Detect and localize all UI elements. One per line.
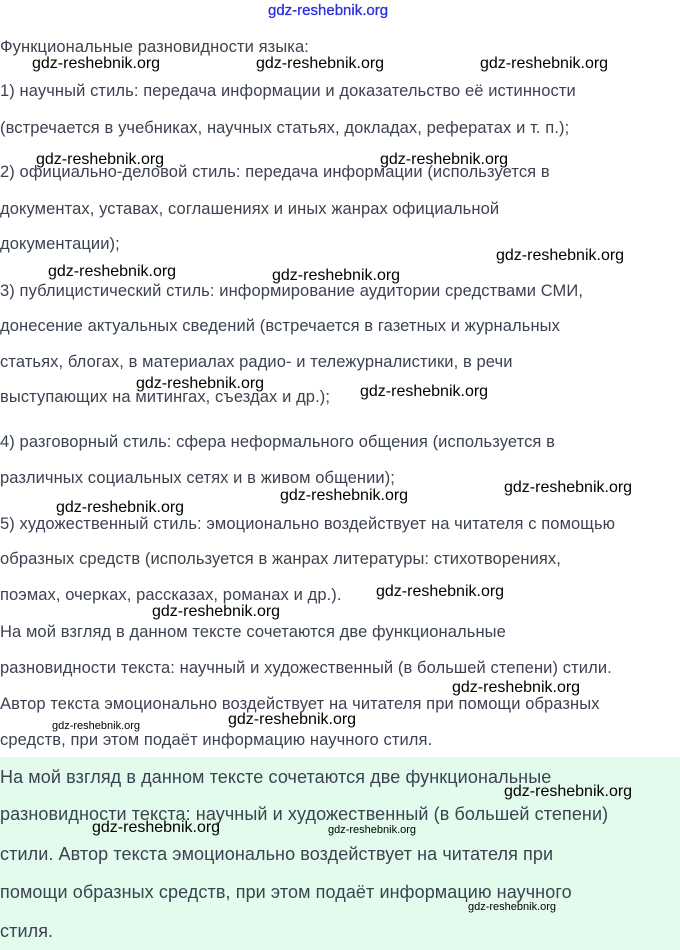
watermark: gdz-reshebnik.org bbox=[48, 263, 177, 280]
watermark: gdz-reshebnik.org bbox=[360, 383, 489, 400]
answer-line: стиля. bbox=[0, 921, 54, 941]
answer-line: разновидности текста: научный и художественный (в большей степени) bbox=[0, 804, 609, 824]
watermark: gdz-reshebnik.org bbox=[376, 583, 505, 600]
text-line: различных социальных сетях и в живом общении); bbox=[0, 469, 395, 487]
text-line: документах, уставах, соглашениях и иных жанрах официальной bbox=[0, 200, 500, 218]
watermark: gdz-reshebnik.org bbox=[480, 55, 609, 72]
text-line: разновидности текста: научный и художественный (в большей степени) стили. bbox=[0, 659, 612, 677]
watermark: gdz-reshebnik.org bbox=[468, 901, 557, 913]
text-line: 5) художественный стиль: эмоционально воздействует на читателя с помощью bbox=[0, 515, 616, 533]
text-line: статьях, блогах, в материалах радио- и тележурналистики, в речи bbox=[0, 353, 513, 371]
watermark: gdz-reshebnik.org bbox=[504, 783, 633, 800]
answer-line: На мой взгляд в данном тексте сочетаются две функциональные bbox=[0, 767, 552, 787]
answer-line: помощи образных средств, при этом подаёт информацию научного bbox=[0, 882, 572, 902]
text-line: средств, при этом подаёт информацию научного стиля. bbox=[0, 731, 433, 749]
watermark: gdz-reshebnik.org bbox=[272, 267, 401, 284]
answer-line: стили. Автор текста эмоционально воздействует на читателя при bbox=[0, 844, 554, 864]
watermark: gdz-reshebnik.org bbox=[152, 603, 281, 620]
text-line: поэмах, очерках, рассказах, романах и др.). bbox=[0, 586, 342, 604]
text-line: Функциональные разновидности языка: bbox=[0, 38, 309, 56]
text-line: выступающих на митингах, съездах и др.); bbox=[0, 388, 331, 406]
text-line: документации); bbox=[0, 235, 120, 253]
text-line: 2) официально-деловой стиль: передача информации (используется в bbox=[0, 163, 550, 181]
text-line: донесение актуальных сведений (встречается в газетных и журнальных bbox=[0, 317, 560, 335]
text-line: 1) научный стиль: передача информации и доказательство её истинности bbox=[0, 82, 576, 100]
watermark: gdz-reshebnik.org bbox=[328, 824, 417, 836]
watermark: gdz-reshebnik.org bbox=[504, 479, 633, 496]
header-watermark: gdz-reshebnik.org bbox=[268, 2, 389, 19]
watermark: gdz-reshebnik.org bbox=[280, 487, 409, 504]
text-line: образных средств (используется в жанрах литературы: стихотворениях, bbox=[0, 550, 561, 568]
text-line: На мой взгляд в данном тексте сочетаются две функциональные bbox=[0, 623, 506, 641]
text-line: 4) разговорный стиль: сфера неформального общения (используется в bbox=[0, 433, 556, 451]
watermark: gdz-reshebnik.org bbox=[52, 720, 141, 732]
watermark: gdz-reshebnik.org bbox=[496, 247, 625, 264]
text-line: Автор текста эмоционально воздействует на читателя при помощи образных bbox=[0, 695, 600, 713]
watermark: gdz-reshebnik.org bbox=[56, 499, 185, 516]
watermark: gdz-reshebnik.org bbox=[452, 679, 581, 696]
watermark: gdz-reshebnik.org bbox=[228, 711, 357, 728]
watermark: gdz-reshebnik.org bbox=[36, 151, 165, 168]
watermark: gdz-reshebnik.org bbox=[256, 55, 385, 72]
watermark: gdz-reshebnik.org bbox=[136, 375, 265, 392]
watermark: gdz-reshebnik.org bbox=[92, 819, 221, 836]
watermark: gdz-reshebnik.org bbox=[32, 55, 161, 72]
text-line: 3) публицистический стиль: информирование аудитории средствами СМИ, bbox=[0, 282, 584, 300]
text-line: (встречается в учебниках, научных статьях, докладах, рефератах и т. п.); bbox=[0, 119, 570, 137]
watermark: gdz-reshebnik.org bbox=[380, 151, 509, 168]
